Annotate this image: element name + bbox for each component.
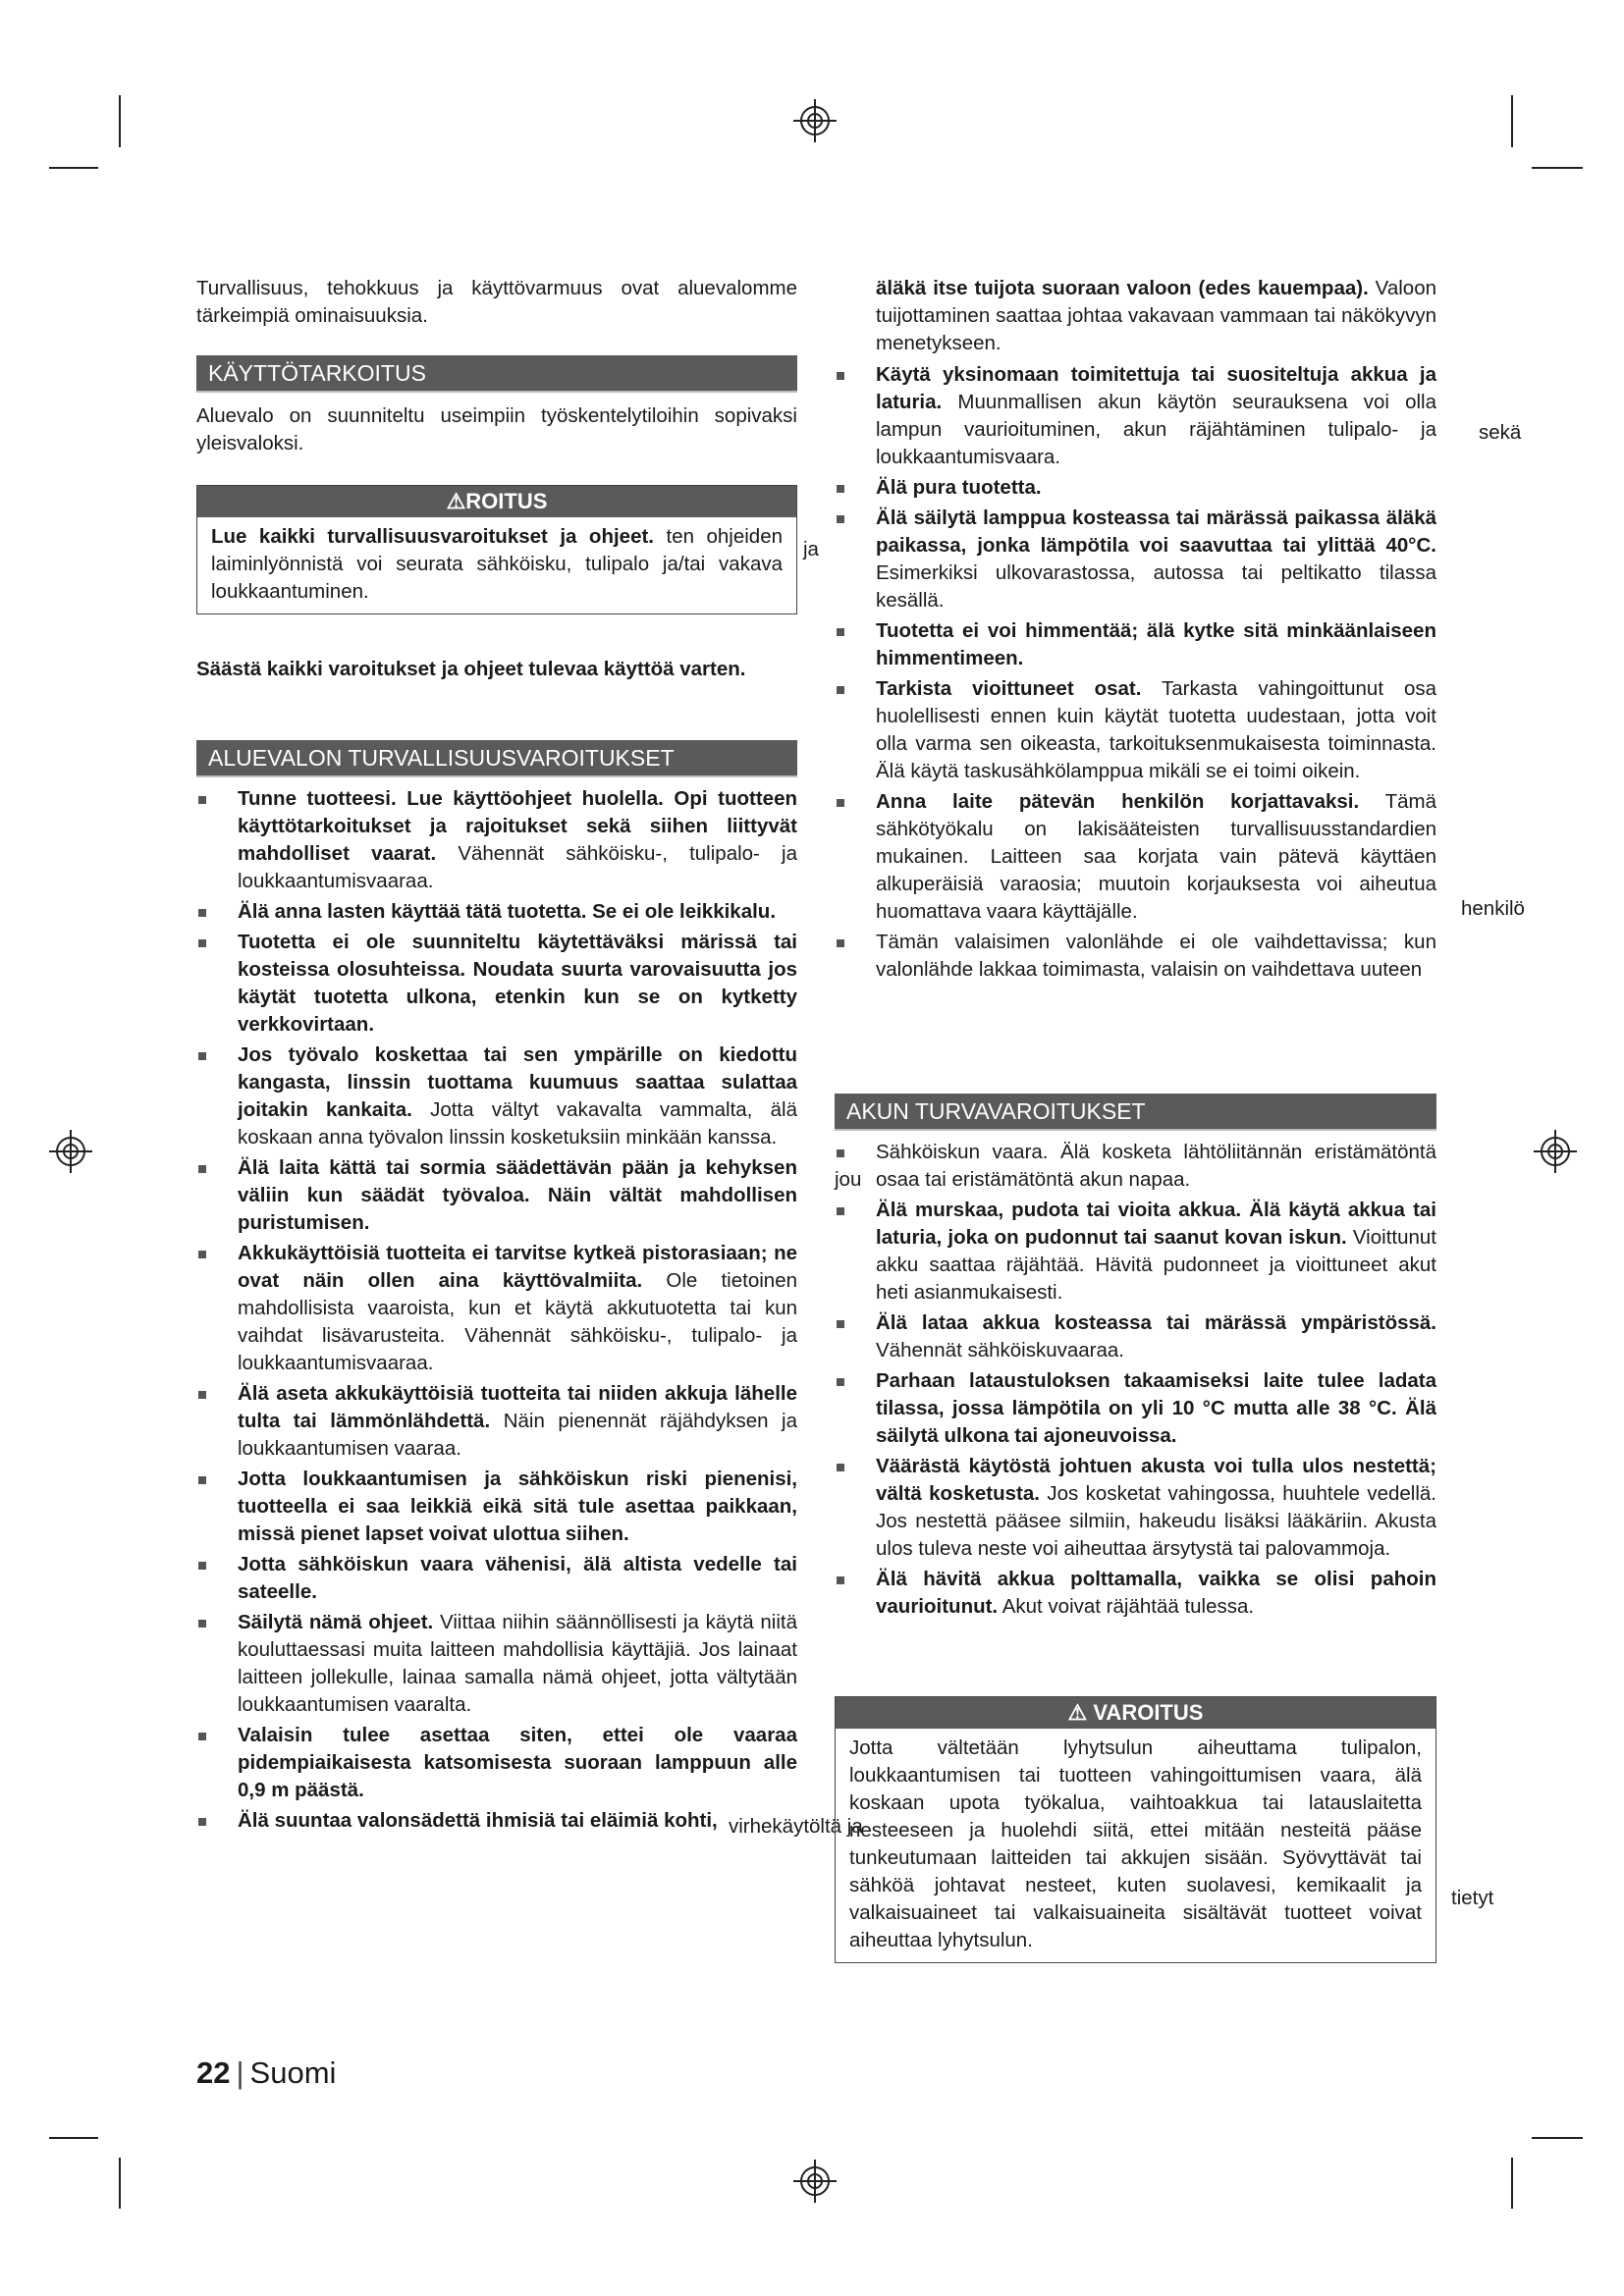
warning-triangle-icon: ⚠ (1067, 1700, 1094, 1725)
warning-box (196, 485, 797, 614)
warning-triangle-icon: ⚠ (446, 489, 466, 513)
bullet-item: Älä hävitä akkua polttamalla, vaikka se olisi pahoin vaurioitunut. Akut voivat räjähtää tulessa. (835, 1566, 1436, 1621)
bullet-item: Älä murskaa, pudota tai vioita akkua. Älä käytä akkua tai laturia, joka on pudonnut tai saanut kovan iskun. Vioittunut akku saattaa räjähtää. Hävitä pudonneet ja vioittuneet akut heti asianmukaisesti. (835, 1197, 1436, 1307)
bullet-item: Akkukäyttöisiä tuotteita ei tarvitse kytkeä pistorasiaan; ne ovat näin ollen aina käyttövalmiita. Ole tietoinen mahdollisista vaaroista, kun et käytä akkutuotetta tai kun vaihdat lisävarusteita. Vähennät sähköisku-, tulipalo- ja loukkaantumisvaaraa. (196, 1240, 797, 1377)
area-safety-list (196, 785, 797, 1838)
bullet-item: Tarkista vioittuneet osat. Tarkasta vahingoittunut osa huolellisesti ennen kuin käytät tuotetta uudestaan, jotta voit olla varma sen oikeasta, tarkoituksenmukaisesta toiminnasta. Älä käytä taskusähkölamppua mikäli se ei toimi oikein. (835, 675, 1436, 785)
bullet-item: Tunne tuotteesi. Lue käyttöohjeet huolella. Opi tuotteen käyttötarkoitukset ja rajoitukset sekä siihen liittyvät mahdolliset vaarat. Vähennät sähköisku-, tulipalo- ja loukkaantumisvaaraa. (196, 785, 797, 895)
stray-text: tietyt (1451, 1887, 1494, 1909)
registration-mark-bottom (793, 2160, 837, 2203)
warning-box-title: ⚠ VAROITUS (836, 1697, 1435, 1729)
save-note: Säästä kaikki varoitukset ja ohjeet tulevaa käyttöä varten. (196, 658, 746, 680)
right-continuation: äläkä itse tuijota suoraan valoon (edes kauempaa). Valoon tuijottaminen saattaa johtaa vakavaan vammaan tai näkökyvyn menetykseen. (876, 277, 1436, 354)
footer-language: Suomi (249, 2056, 337, 2090)
bullet-item: Tuotetta ei voi himmentää; älä kytke sitä minkäänlaiseen himmentimeen. (835, 617, 1436, 672)
bullet-item: Jotta loukkaantumisen ja sähköiskun riski pienenisi, tuotteella ei saa leikkiä eikä sitä tule asettaa paikkaan, missä pienet lapset voivat ulottua siihen. (196, 1466, 797, 1548)
bullet-item: Sähköiskun vaara. Älä kosketa lähtöliitännän eristämätöntä osaa tai eristämätöntä akun napaa. (835, 1139, 1436, 1194)
page-number: 22 (196, 2056, 231, 2090)
stray-text: sekä (1479, 421, 1522, 444)
bullet-item: Tämän valaisimen valonlähde ei ole vaihdettavissa; kun valonlähde lakkaa toimimasta, valaisin on vaihdettava uuteen (835, 929, 1436, 984)
bullet-item: Älä laita kättä tai sormia säädettävän pään ja kehyksen väliin kun säädät työvaloa. Näin vältät mahdollisen puristumisen. (196, 1154, 797, 1237)
bullet-item: Parhaan lataustuloksen takaamiseksi laite tulee ladata tilassa, jossa lämpötila on yli 10 °C mutta alle 38 °C. Älä säilytä ulkona tai ajoneuvoissa. (835, 1367, 1436, 1450)
right-safety-list (835, 361, 1436, 987)
bullet-item: Älä aseta akkukäyttöisiä tuotteita tai niiden akkuja lähelle tulta tai lämmönlähdettä. Näin pienennät räjähdyksen ja loukkaantumisen vaaraa. (196, 1380, 797, 1463)
bullet-item: Anna laite pätevän henkilön korjattavaksi. Tämä sähkötyökalu on lakisääteisten turvallisuusstandardien mukainen. Laitteen saa korjata vain pätevä käyttäen alkuperäisiä varaosia; muutoin korjauksesta voi aiheutua huomattava vaara käyttäjälle. (835, 788, 1436, 926)
bullet-item: Valaisin tulee asettaa siten, ettei ole vaaraa pidempiaikaisesta katsomisesta suoraan lamppuun alle 0,9 m päästä. (196, 1722, 797, 1804)
bullet-item: Tuotetta ei ole suunniteltu käytettäväksi märissä tai kosteissa olosuhteissa. Noudata suurta varovaisuutta jos käytät tuotetta ulkona, etenkin kun se on kytketty verkkovirtaan. (196, 929, 797, 1039)
bullet-item: Älä lataa akkua kosteassa tai märässä ympäristössä. Vähennät sähköiskuvaaraa. (835, 1309, 1436, 1364)
stray-text: ja (803, 538, 819, 561)
section-heading-area-safety: ALUEVALON TURVALLISUUSVAROITUKSET (196, 740, 797, 777)
stray-text: henkilö (1461, 897, 1525, 920)
section-heading-battery: AKUN TURVAVAROITUKSET (835, 1094, 1436, 1131)
bullet-item: Älä suuntaa valonsädettä ihmisiä tai eläimiä kohti, (196, 1807, 797, 1835)
warning-box-battery (835, 1696, 1436, 1963)
bullet-item: Jotta sähköiskun vaara vähenisi, älä altista vedelle tai sateelle. (196, 1551, 797, 1606)
stray-text: jou (835, 1168, 862, 1191)
warning-box-bold: Lue kaikki turvallisuusvaroitukset ja ohjeet. (211, 525, 655, 548)
bullet-item: Väärästä käytöstä johtuen akusta voi tulla ulos nestettä; vältä kosketusta. Jos kosketat vahingossa, huuhtele vedellä. Jos nestettä pääsee silmiin, hakeudu lisäksi lääkäriin. Akusta ulos tuleva neste voi aiheuttaa ärsytystä tai palovammoja. (835, 1453, 1436, 1563)
intro-text: Turvallisuus, tehokkuus ja käyttövarmuus ovat aluevalomme tärkeimpiä ominaisuuksia. (196, 277, 797, 327)
purpose-text: Aluevalo on suunniteltu useimpiin työskentelytiloihin sopivaksi yleisvaloksi. (196, 404, 797, 454)
registration-mark-top (793, 99, 837, 142)
footer-separator: | (236, 2056, 244, 2090)
bullet-item: Älä pura tuotetta. (835, 474, 1436, 502)
bullet-item: Säilytä nämä ohjeet. Viittaa niihin säännöllisesti ja käytä niitä kouluttaessasi muita laitteen mahdollisia käyttäjiä. Jos lainaat laitteen jollekulle, lainaa samalla nämä ohjeet, jotta vältytään loukkaantumisen vaaralta. (196, 1609, 797, 1719)
registration-mark-left (49, 1130, 92, 1173)
warning-box-text: Jotta vältetään lyhytsulun aiheuttama tulipalon, loukkaantumisen tai tuotteen vahingoittumisen vaara, älä koskaan upota työkalua, vaihtoakkua tai latauslaitetta nesteeseen ja huolehdi siitä, ettei mitään nesteitä pääse tunkeutumaan laitteiden tai akkujen sisään. Syövyttävät tai sähköä johtavat nesteet, kuten suolavesi, kemikaalit ja valkaisuaineet tai valkaisuaineita sisältävät tuotteet voivat aiheuttaa lyhytsulun. (849, 1736, 1422, 1951)
stray-text: virhekäytöltä ja (729, 1815, 863, 1838)
battery-safety-list (835, 1139, 1436, 1624)
warning-box-title: ⚠ROITUS (197, 486, 796, 517)
warning-box-text: ten ohjeiden laiminlyönnistä voi seurata sähköisku, tulipalo ja/tai vakava loukkaantuminen. (211, 525, 784, 603)
page-footer (196, 2056, 336, 2091)
bullet-item: Käytä yksinomaan toimitettuja tai suositeltuja akkua ja laturia. Muunmallisen akun käytön seurauksena voi olla lampun vaurioituminen, akun räjähtäminen tulipalo- ja loukkaantumisvaara. (835, 361, 1436, 471)
section-heading-purpose: KÄYTTÖTARKOITUS (196, 355, 797, 393)
registration-mark-right (1534, 1130, 1577, 1173)
bullet-item: Jos työvalo koskettaa tai sen ympärille on kiedottu kangasta, linssin tuottama kuumuus saattaa sulattaa joitakin kankaita. Jotta vältyt vakavalta vammalta, älä koskaan anna työvalon linssin kosketuksiin minkään kanssa. (196, 1041, 797, 1151)
bullet-item: Älä säilytä lamppua kosteassa tai märässä paikassa äläkä paikassa, jonka lämpötila voi saavuttaa tai ylittää 40°C. Esimerkiksi ulkovarastossa, autossa tai peltikatto tilassa kesällä. (835, 505, 1436, 614)
bullet-item: Älä anna lasten käyttää tätä tuotetta. Se ei ole leikkikalu. (196, 898, 797, 926)
